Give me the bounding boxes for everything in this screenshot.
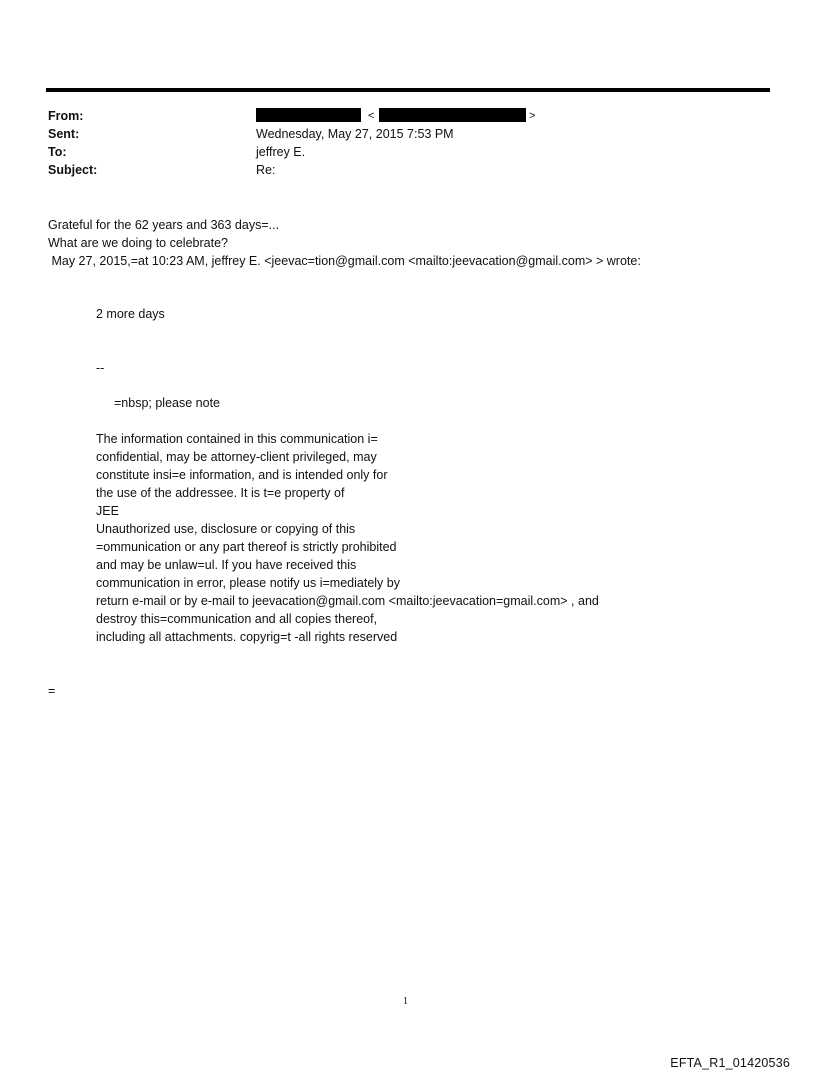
sent-value: Wednesday, May 27, 2015 7:53 PM [256, 127, 454, 141]
disclaimer-line: JEE [96, 504, 119, 518]
quoted-message: 2 more days [96, 307, 165, 321]
disclaimer-line: and may be unlaw=ul. If you have received this [96, 558, 357, 572]
sent-label: Sent: [48, 127, 80, 141]
header-divider-rule [46, 88, 770, 92]
disclaimer-line: communication in error, please notify us i=mediately by [96, 576, 400, 590]
redacted-sender-email [379, 108, 526, 122]
disclaimer-line: confidential, may be attorney-client privileged, may [96, 450, 377, 464]
from-close-bracket: > [529, 110, 536, 122]
from-open-bracket: < [368, 110, 375, 122]
disclaimer-line: return e-mail or by e-mail to jeevacation@gmail.com <mailto:jeevacation=gmail.com> , and [96, 594, 599, 608]
signature-separator: -- [96, 361, 105, 375]
page-number: 1 [403, 996, 408, 1007]
reply-line: Grateful for the 62 years and 363 days=... [48, 218, 280, 232]
reply-line: What are we doing to celebrate? [48, 236, 228, 250]
disclaimer-line: constitute insi=e information, and is intended only for [96, 468, 388, 482]
subject-value: Re: [256, 163, 276, 177]
to-value: jeffrey E. [256, 145, 306, 159]
disclaimer-line: destroy this=communication and all copies thereof, [96, 612, 378, 626]
from-label: From: [48, 109, 84, 123]
disclaimer-line: The information contained in this communication i= [96, 432, 378, 446]
quote-attribution-line: May 27, 2015,=at 10:23 AM, jeffrey E. <jeevac=tion@gmail.com <mailto:jeevacation@gmail.com> > wrote: [48, 254, 641, 268]
disclaimer-line: the use of the addressee. It is t=e property of [96, 486, 345, 500]
disclaimer-line: =ommunication or any part thereof is strictly prohibited [96, 540, 397, 554]
subject-label: Subject: [48, 163, 98, 177]
redacted-sender-name [256, 108, 361, 122]
document-id: EFTA_R1_01420536 [670, 1056, 790, 1070]
trailing-equals: = [48, 684, 56, 698]
to-label: To: [48, 145, 67, 159]
disclaimer-line: including all attachments. copyrig=t -all rights reserved [96, 630, 398, 644]
disclaimer-line: Unauthorized use, disclosure or copying of this [96, 522, 356, 536]
nbsp-note: =nbsp; please note [114, 396, 220, 410]
